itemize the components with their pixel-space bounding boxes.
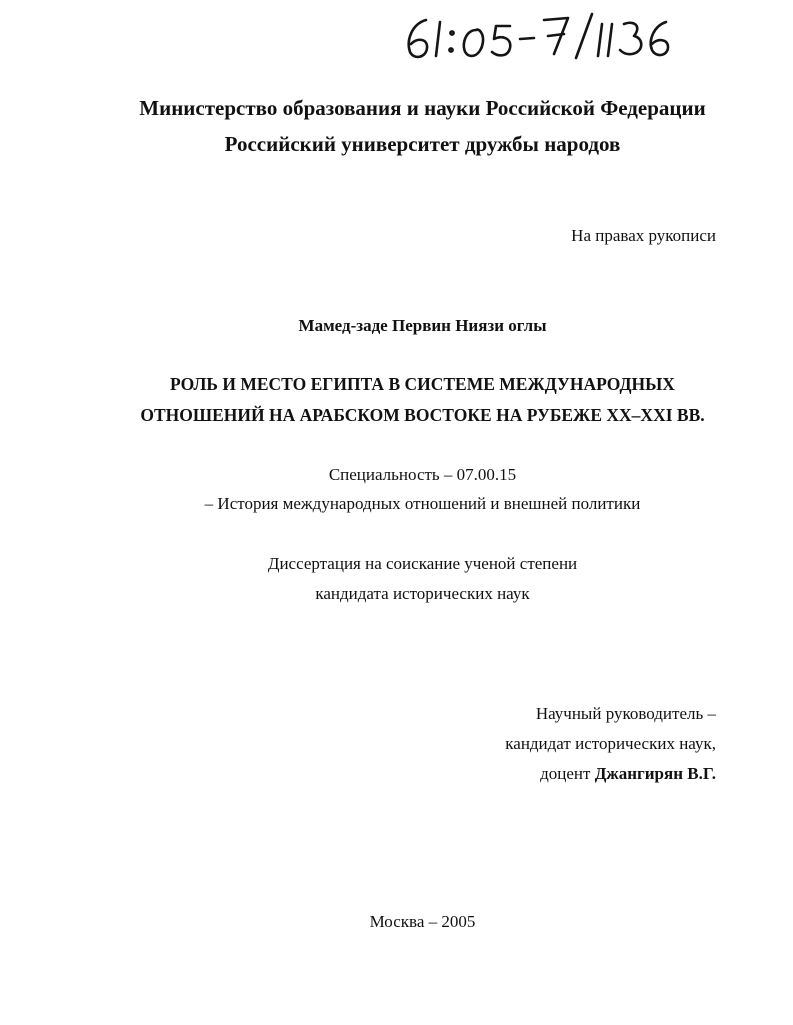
place-and-year: Москва – 2005: [369, 912, 476, 931]
rights-note: На правах рукописи: [571, 226, 716, 245]
specialty-name: – История международных отношений и внешней политики: [204, 494, 641, 513]
handwritten-catalog-number: [398, 6, 678, 64]
advisor-name: Джангирян В.Г.: [594, 764, 716, 783]
advisor-role: Научный руководитель –: [535, 704, 716, 723]
dissertation-title-line-1: РОЛЬ И МЕСТО ЕГИПТА В СИСТЕМЕ МЕЖДУНАРОДНЫХ: [170, 374, 675, 394]
advisor-degree: кандидат исторических наук,: [505, 734, 716, 753]
university-name: Российский университет дружбы народов: [224, 132, 621, 156]
advisor-rank: доцент: [540, 764, 595, 783]
author-name: Мамед-заде Первин Ниязи оглы: [298, 316, 547, 335]
advisor-title-name: [540, 764, 716, 784]
degree-statement-line-2: кандидата исторических наук: [315, 584, 530, 603]
degree-statement-line-1: Диссертация на соискание ученой степени: [267, 554, 578, 573]
ministry-name: Министерство образования и науки Российской Федерации: [139, 96, 706, 120]
dissertation-title-line-2: ОТНОШЕНИЙ НА АРАБСКОМ ВОСТОКЕ НА РУБЕЖЕ XX–XXI ВВ.: [140, 405, 705, 425]
specialty-code: Специальность – 07.00.15: [328, 465, 517, 484]
handwritten-catalog-number-drawing: [398, 6, 678, 64]
